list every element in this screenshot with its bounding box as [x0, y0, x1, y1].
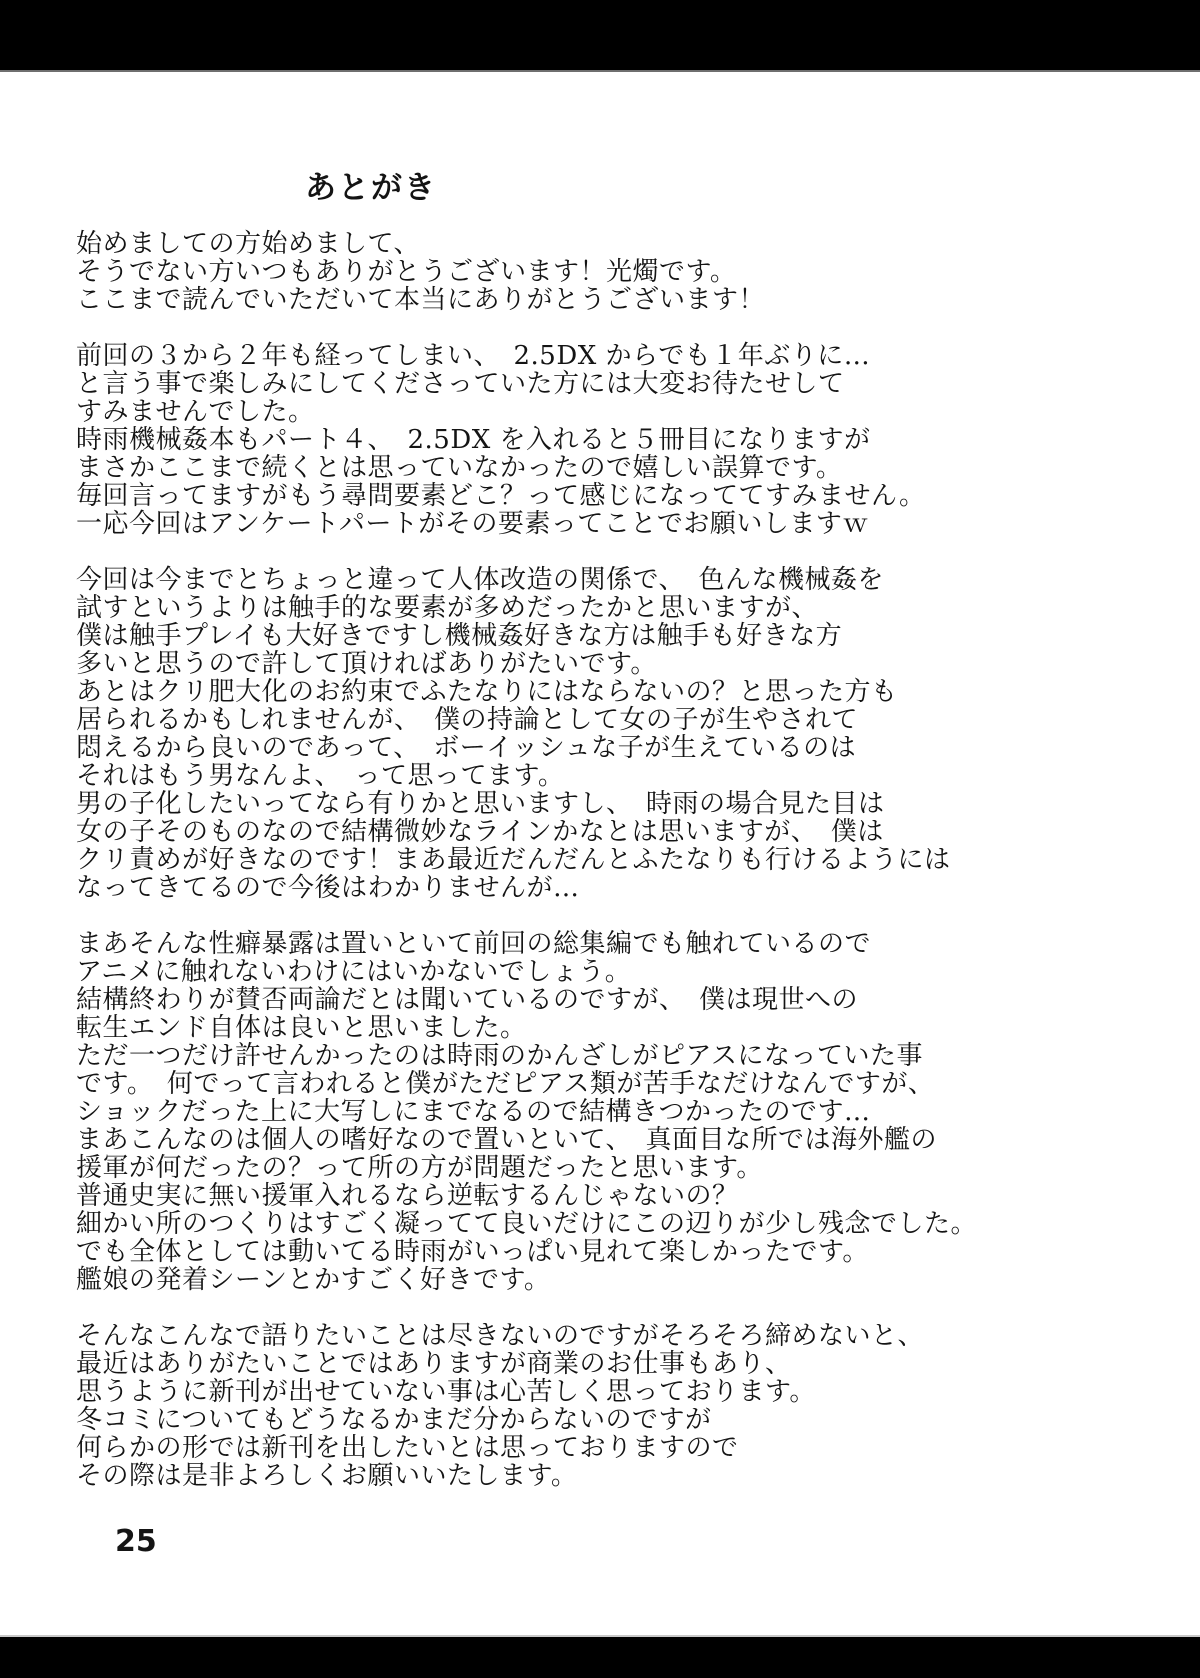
text-line: 艦娘の発着シーンとかすごく好きです。 [76, 1265, 551, 1295]
paragraph-apology-series [76, 342, 1160, 538]
text-line: 男の子化したいってなら有りかと思いますし、 時雨の場合見た目は [76, 789, 885, 819]
text-line: 転生エンド自体は良いと思いました。 [76, 1013, 527, 1043]
text-line: 時雨機械姦本もパート４、 2.5DX を入れると５冊目になりますが [76, 425, 871, 455]
text-line: 悶えるから良いのであって、 ボーイッシュな子が生えているのは [76, 733, 857, 763]
top-frame-bar [0, 0, 1200, 72]
text-line: 結構終わりが賛否両論だとは聞いているのですが、 僕は現世への [76, 985, 859, 1015]
page-title: あとがき [305, 170, 437, 206]
text-line: 前回の３から２年も経ってしまい、 2.5DX からでも１年ぶりに… [76, 341, 871, 371]
text-line: まあそんな性癖暴露は置いといて前回の総集編でも触れているので [76, 929, 872, 959]
text-line: その際は是非よろしくお願いいたします。 [76, 1461, 578, 1491]
text-line: 女の子そのものなので結構微妙なラインかなとは思いますが、 僕は [76, 817, 884, 847]
text-line: 思うように新刊が出せていない事は心苦しく思っております。 [76, 1377, 816, 1407]
text-line: でも全体としては動いてる時雨がいっぱい見れて楽しかったです。 [76, 1237, 869, 1267]
text-line: 援軍が何だったの？って所の方が問題だったと思います。 [76, 1153, 763, 1183]
text-line: 居られるかもしれませんが、 僕の持論として女の子が生やされて [76, 705, 859, 735]
text-line: そうでない方いつもありがとうございます！光燭です。 [76, 257, 737, 287]
text-line: 試すというよりは触手的な要素が多めだったかと思いますが、 [76, 593, 819, 623]
text-line: まさかここまで続くとは思っていなかったので嬉しい誤算です。 [76, 453, 843, 483]
text-line: 細かい所のつくりはすごく凝ってて良いだけにこの辺りが少し残念でした。 [76, 1209, 978, 1239]
text-line: ここまで読んでいただいて本当にありがとうございます！ [76, 285, 766, 315]
paragraph-anime-thoughts [76, 930, 1160, 1294]
text-line: と言う事で楽しみにしてくださっていた方には大変お待たせして [76, 369, 845, 399]
text-line: 何らかの形では新刊を出したいとは思っておりますので [76, 1433, 739, 1463]
text-line: です。 何でって言われると僕がただピアス類が苦手なだけなんですが、 [76, 1069, 935, 1099]
text-line: ショックだった上に大写しにまでなるので結構きつかったのです… [76, 1097, 871, 1127]
bottom-frame-bar [0, 1635, 1200, 1678]
text-line: すみませんでした。 [76, 397, 315, 427]
page-number: 25 [115, 1524, 157, 1559]
text-line: 今回は今までとちょっと違って人体改造の関係で、 色んな機械姦を [76, 565, 884, 595]
text-line: まあこんなのは個人の嗜好なので置いといて、 真面目な所では海外艦の [76, 1125, 937, 1155]
text-line: なってきてるので今後はわかりませんが… [76, 873, 580, 903]
text-line: クリ責めが好きなのです！まあ最近だんだんとふたなりも行けるようには [76, 845, 951, 875]
text-line: アニメに触れないわけにはいかないでしょう。 [76, 957, 632, 987]
text-line: 最近はありがたいことではありますが商業のお仕事もあり、 [76, 1349, 792, 1379]
text-line: 始めましての方始めまして、 [76, 229, 420, 259]
text-line: 冬コミについてもどうなるかまだ分からないのですが [76, 1405, 712, 1435]
afterword-body [76, 230, 1160, 1518]
text-line: 普通史実に無い援軍入れるなら逆転するんじゃないの？ [76, 1181, 739, 1211]
text-line: ただ一つだけ許せんかったのは時雨のかんざしがピアスになっていた事 [76, 1041, 923, 1071]
text-line: 一応今回はアンケートパートがその要素ってことでお願いしますｗ [76, 509, 869, 539]
paragraph-greeting [76, 230, 1160, 314]
text-line: あとはクリ肥大化のお約束でふたなりにはならないの？と思った方も [76, 677, 898, 707]
text-line: それはもう男なんよ、 って思ってます。 [76, 761, 565, 791]
text-line: 多いと思うので許して頂ければありがたいです。 [76, 649, 657, 679]
text-line: 毎回言ってますがもう尋問要素どこ？って感じになっててすみません。 [76, 481, 926, 511]
paragraph-content-notes [76, 566, 1160, 902]
text-line: そんなこんなで語りたいことは尽きないのですがそろそろ締めないと、 [76, 1321, 925, 1351]
paragraph-closing [76, 1322, 1160, 1490]
text-line: 僕は触手プレイも大好きですし機械姦好きな方は触手も好きな方 [76, 621, 843, 651]
